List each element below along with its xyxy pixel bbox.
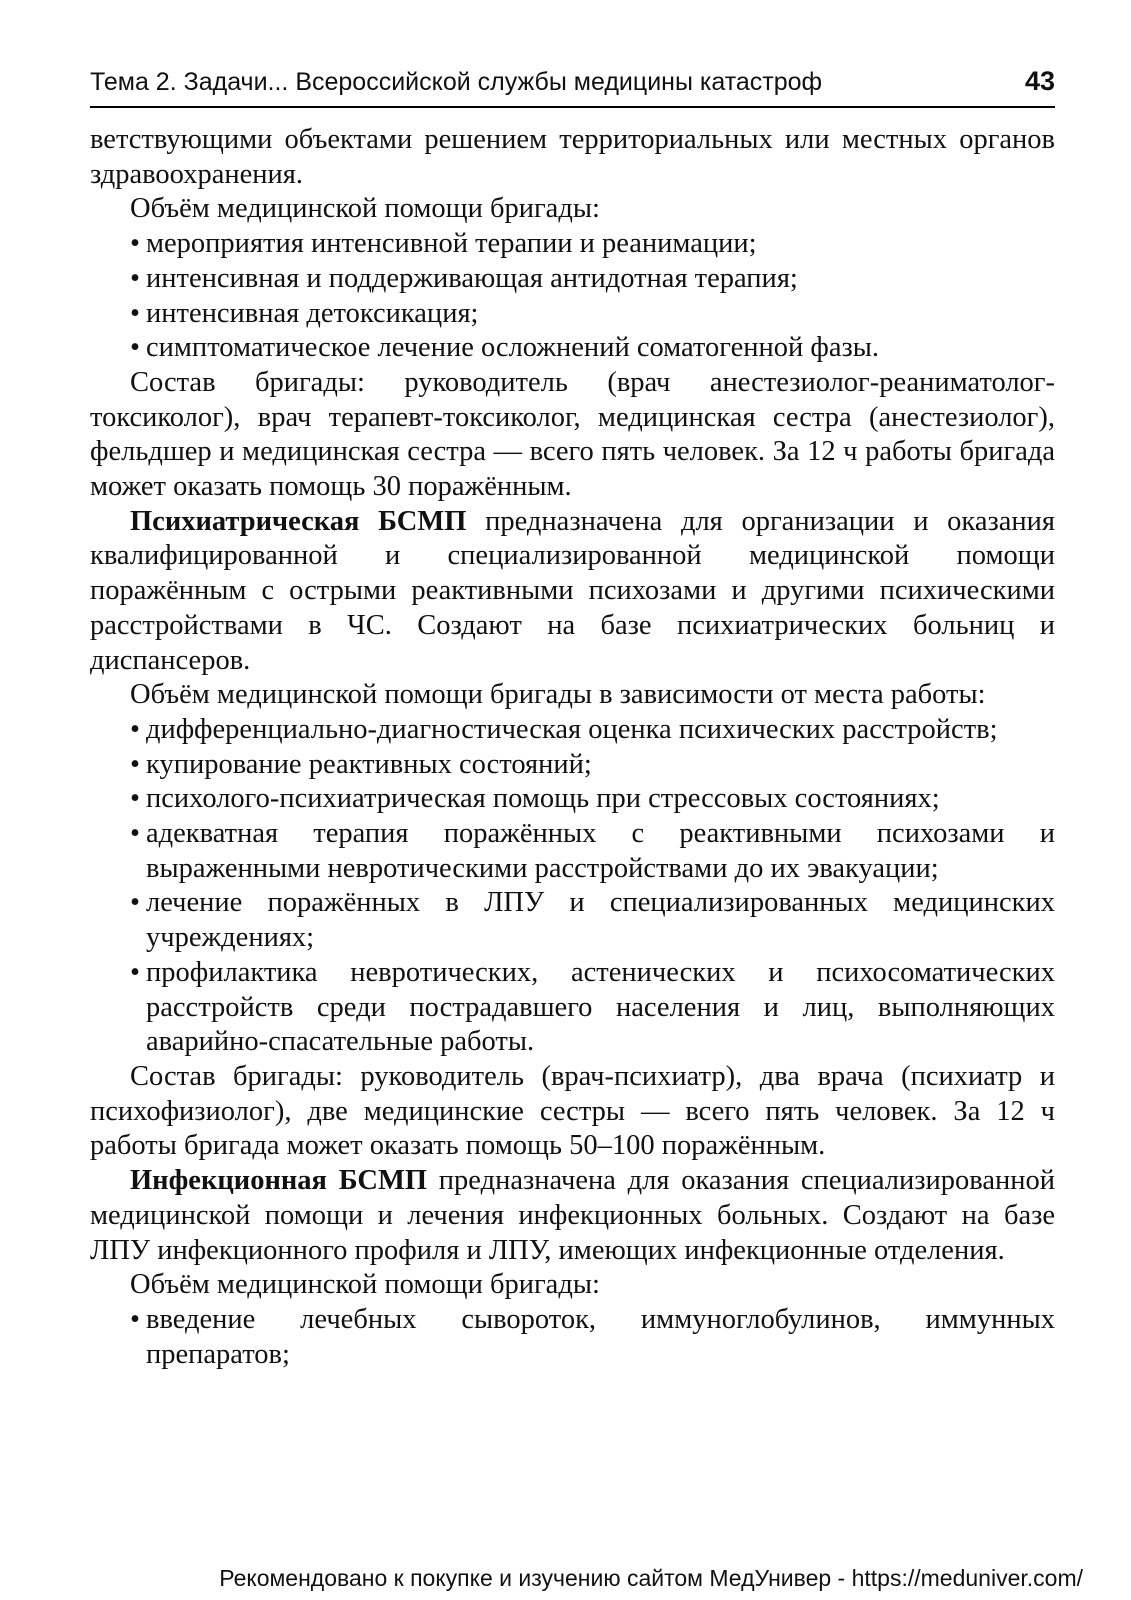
paragraph-list-intro: Объём медицинской помощи бригады в зависимости от места работы:: [130, 679, 986, 711]
running-header-title: Тема 2. Задачи... Всероссийской службы медицины катастроф: [90, 68, 823, 96]
list-item: • дифференциально-диагностическая оценка психических расстройств;: [130, 713, 1055, 748]
list-item: • купирование реактивных состояний;: [130, 748, 1055, 783]
paragraph-infectious-team: Инфекционная БСМП предназначена для оказания специализированной медицинской помощи и лечения инфекционных больных. Создают на базе ЛПУ инфекционного профиля и ЛПУ, имеющих инфекционные отделения.: [90, 1165, 1055, 1266]
bulleted-list-toxicology: [90, 227, 1055, 366]
list-item: • адекватная терапия поражённых с реактивными психозами и выраженными невротическими расстройствами до их эвакуации;: [130, 818, 1055, 884]
bullet-icon: •: [130, 297, 140, 329]
paragraph-list-intro: Объём медицинской помощи бригады:: [130, 193, 600, 225]
paragraph-continuation: ветствующими объектами решением территориальных или местных органов здравоохранения.: [90, 124, 1055, 190]
body-text: [90, 123, 1055, 1372]
page-number: 43: [1024, 66, 1055, 96]
list-item: • интенсивная детоксикация;: [130, 297, 1055, 332]
bullet-icon: •: [130, 228, 140, 260]
term-heading: Психиатрическая БСМП: [130, 505, 467, 537]
paragraph-psychiatric-team: Психиатрическая БСМП предназначена для организации и оказания квалифицированной и специализированной медицинской помощи поражённым с острыми реактивными психозами и другими психическими расстройствами в ЧС. Создают на базе психиатрических больниц и диспансеров.: [90, 505, 1055, 676]
list-item: • лечение поражённых в ЛПУ и специализированных медицинских учреждениях;: [130, 887, 1055, 954]
list-item: • мероприятия интенсивной терапии и реанимации;: [130, 227, 1055, 262]
term-heading: Инфекционная БСМП: [130, 1165, 428, 1197]
list-item: • психолого-психиатрическая помощь при стрессовых состояниях;: [130, 782, 1055, 817]
list-item: • интенсивная и поддерживающая антидотная терапия;: [130, 262, 1055, 297]
bullet-icon: •: [130, 956, 140, 988]
bullet-icon: •: [130, 262, 140, 294]
list-item: • профилактика невротических, астенических и психосоматических расстройств среди пострадавшего населения и лиц, выполняющих аварийно-спасательные работы.: [130, 956, 1055, 1058]
footer-watermark: Рекомендовано к покупке и изучению сайтом МедУнивер - https://meduniver.com/: [219, 1565, 1083, 1591]
running-header: [90, 62, 1055, 108]
list-item: • введение лечебных сывороток, иммуноглобулинов, иммунных препаратов;: [130, 1303, 1055, 1370]
paragraph-team-composition: Состав бригады: руководитель (врач-психиатр), два врача (психиатр и психофизиолог), две медицинские сестры — всего пять человек. За 12 ч работы бригада может оказать помощь 50–100 поражённым.: [90, 1060, 1055, 1162]
paragraph-team-composition: Состав бригады: руководитель (врач анестезиолог-реаниматолог-токсиколог), врач терапевт-токсиколог, медицинская сестра (анестезиолог), фельдшер и медицинская сестра — всего пять человек. За 12 ч работы бригада может оказать помощь 30 поражённым.: [90, 366, 1055, 503]
bullet-icon: •: [130, 783, 140, 815]
bulleted-list-psychiatric: [90, 713, 1055, 1060]
paragraph-list-intro: Объём медицинской помощи бригады:: [130, 1269, 600, 1301]
bullet-icon: •: [130, 332, 140, 364]
bulleted-list-infectious: [90, 1303, 1055, 1372]
bullet-icon: •: [130, 713, 140, 745]
bullet-icon: •: [130, 748, 140, 780]
bullet-icon: •: [130, 1303, 140, 1335]
bullet-icon: •: [130, 818, 140, 850]
list-item: • симптоматическое лечение осложнений соматогенной фазы.: [130, 331, 1055, 366]
bullet-icon: •: [130, 887, 140, 919]
